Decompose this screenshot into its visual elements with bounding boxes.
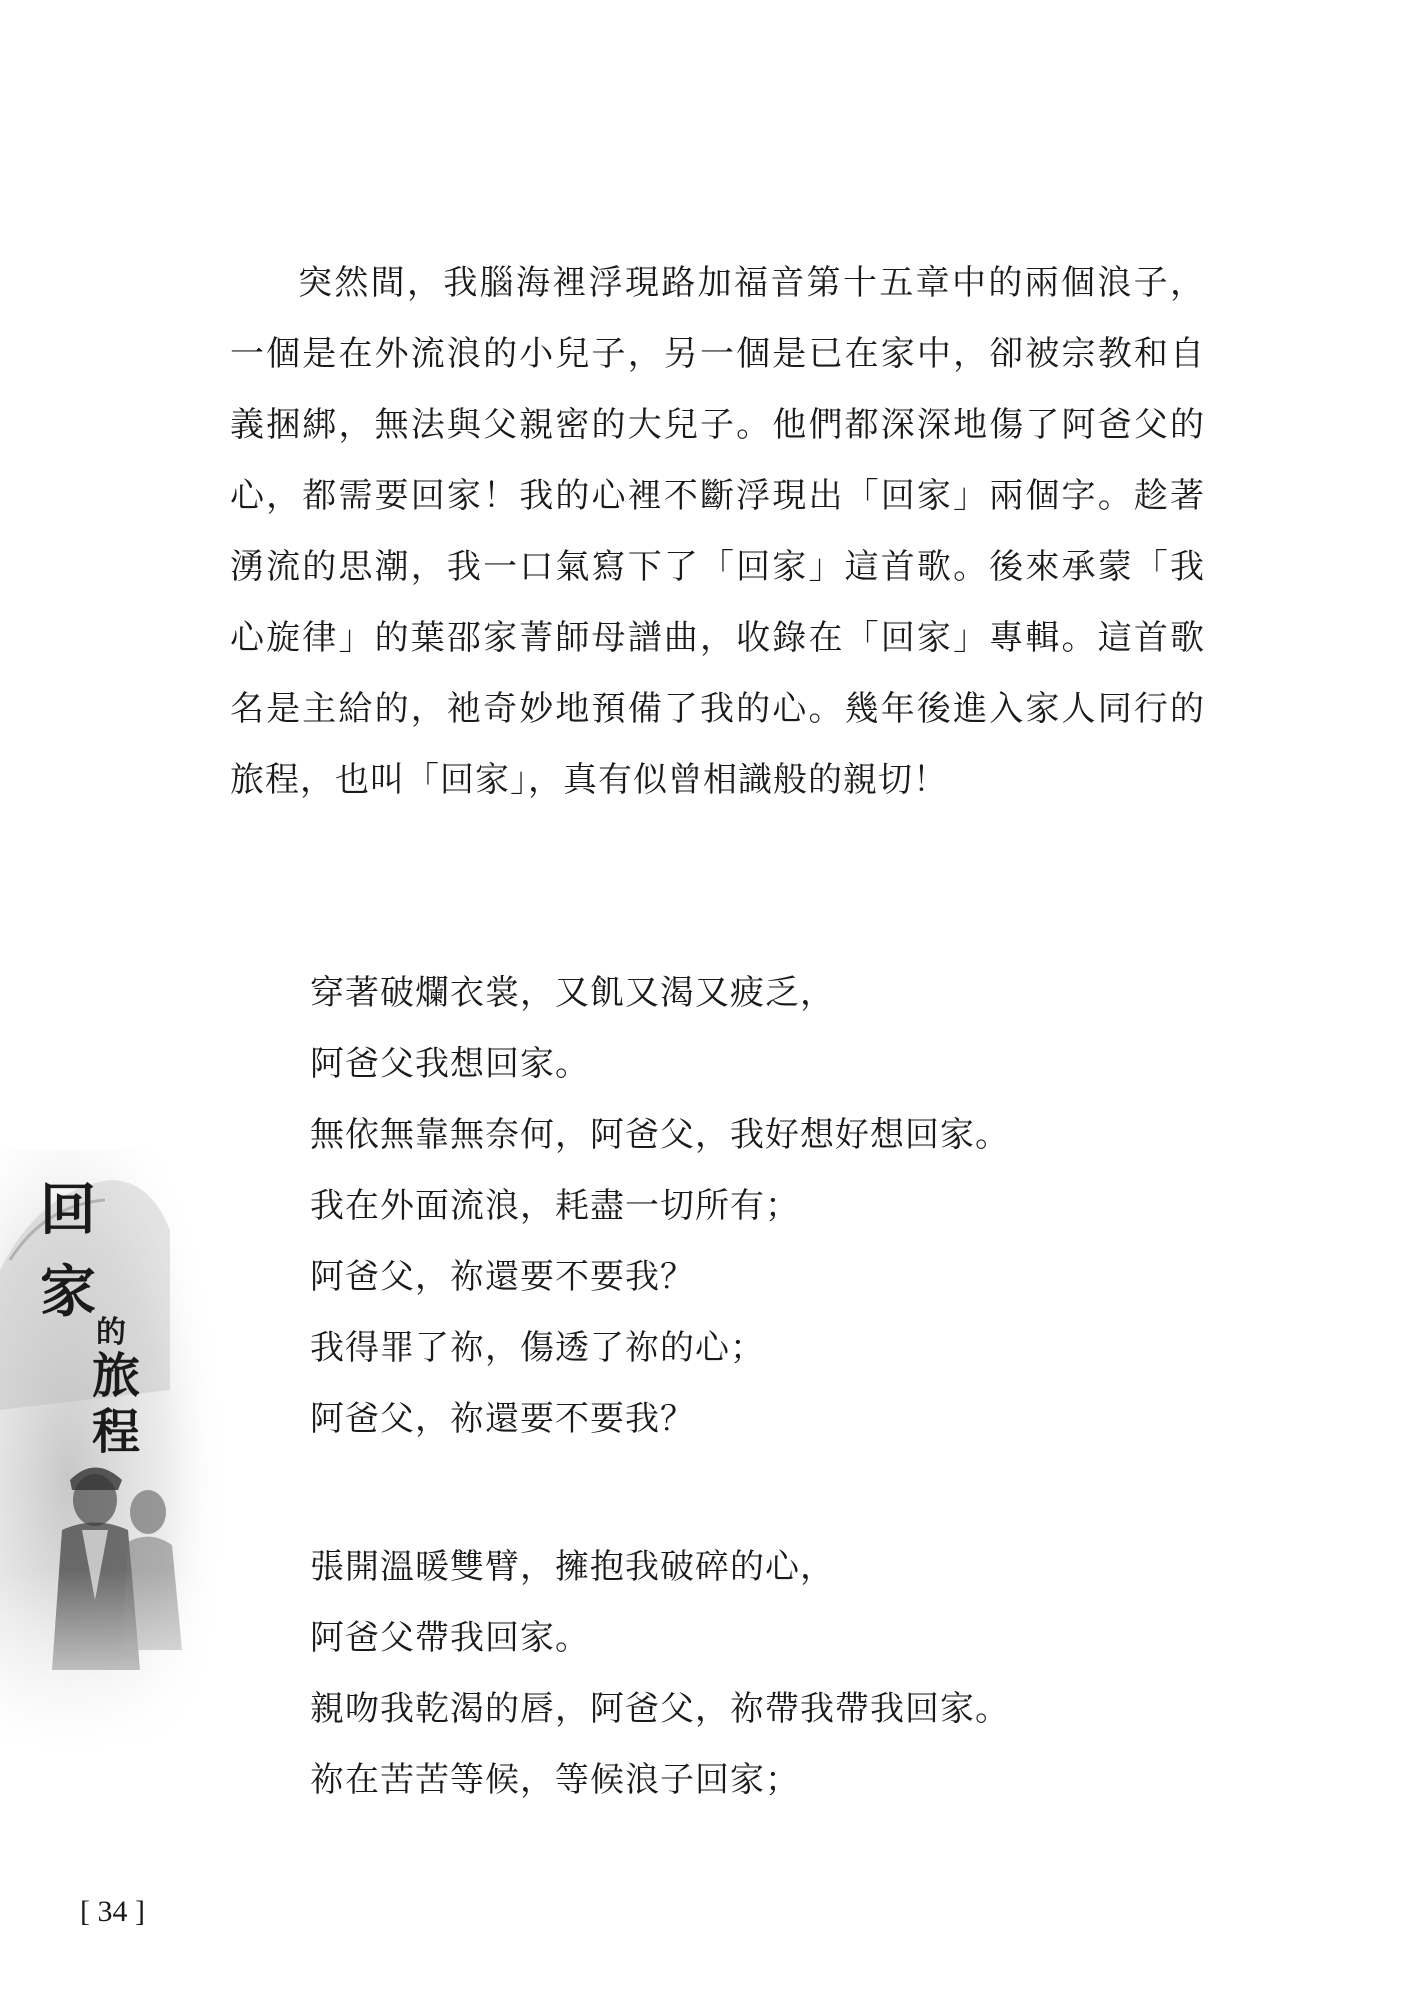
lyric-line: 親吻我乾渴的唇，阿爸父，祢帶我帶我回家。: [310, 1689, 1010, 1729]
side-title-char: 家: [40, 1259, 96, 1325]
lyric-line: 阿爸父，祢還要不要我？: [310, 1399, 695, 1439]
lyrics-stanza-2: [310, 1532, 1010, 1816]
lyric-line: 我得罪了祢，傷透了祢的心；: [310, 1328, 765, 1368]
lyric-line: 穿著破爛衣裳，又飢又渴又疲乏，: [310, 973, 835, 1013]
lyrics-stanza-1: [310, 958, 1010, 1455]
body-paragraph: 突然間，我腦海裡浮現路加福音第十五章中的兩個浪子，一個是在外流浪的小兒子，另一個是已在家中，卻被宗教和自義捆綁，無法與父親密的大兒子。他們都深深地傷了阿爸父的心，都需要回家！我的心裡不斷浮現出「回家」兩個字。趁著湧流的思潮，我一口氣寫下了「回家」這首歌。後來承蒙「我心旋律」的葉邵家菁師母譜曲，收錄在「回家」專輯。這首歌名是主給的，祂奇妙地預備了我的心。幾年後進入家人同行的旅程，也叫「回家」，真有似曾相識般的親切！: [230, 263, 1205, 800]
lyric-line: 阿爸父我想回家。: [310, 1044, 590, 1084]
lyric-line: 無依無靠無奈何，阿爸父，我好想好想回家。: [310, 1115, 1010, 1155]
lyric-line: 祢在苦苦等候，等候浪子回家；: [310, 1760, 800, 1800]
lyric-line: 我在外面流浪，耗盡一切所有；: [310, 1186, 800, 1226]
lyric-line: 阿爸父帶我回家。: [310, 1618, 590, 1658]
page-number: [ 34 ]: [80, 1895, 145, 1928]
side-title-char: 程: [92, 1404, 141, 1460]
side-title-char: 旅: [92, 1348, 141, 1404]
lyric-line: 阿爸父，祢還要不要我？: [310, 1257, 695, 1297]
side-title-char: 的: [96, 1315, 126, 1350]
side-title-char: 回: [40, 1177, 96, 1243]
lyric-line: 張開溫暖雙臂，擁抱我破碎的心，: [310, 1547, 835, 1587]
